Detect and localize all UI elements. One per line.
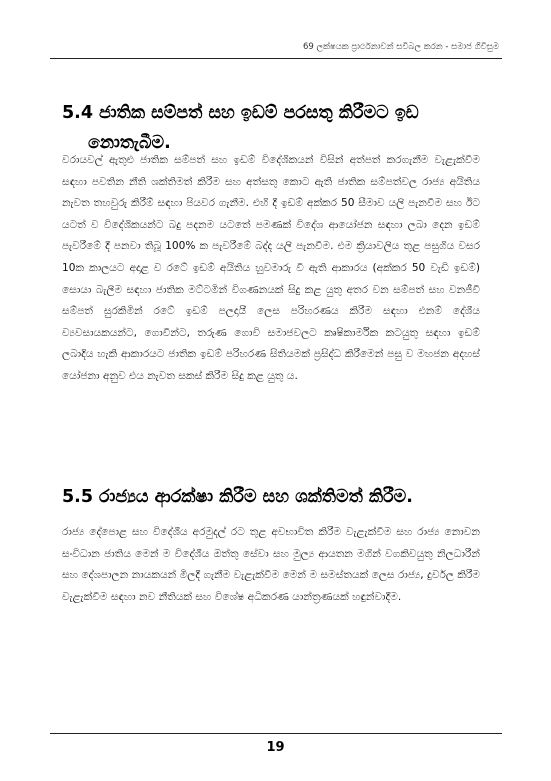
section-heading-5-4: [62, 98, 482, 158]
header-divider: [50, 58, 502, 59]
section-number: 5.5: [62, 487, 94, 507]
section-body-5-5: රාජ්‍ය දේපොළ සහ විදේශීය අරමුදල් රට තුළ අවභාවිත කිරීම වැළැක්වීම සහ රාජ්‍ය නොවන සංවිධාන ජාතිය මෙන් ම විදේශීය ඔත්තු සේවා සහ මුල්‍ය ආයතන මගින් වගකිවයුතු නිලධාරීන් සහ දේශපාලන නායකයන් මිලදී ගැනීම වැළැක්වීම මෙන් ම සමස්තයක් ලෙස රාජ්‍ය, දුර්වල කිරීම වැළැක්වීම සඳහා නව නීතියක් සහ විශේෂ අධිකරණ යාන්ත්‍රණයක් හඳුන්වාදීම.: [62, 526, 480, 603]
running-header: 69 ලක්ෂයක ප්‍රාර්ථනාවන් සවිබල කරන - සමාජ ගිවිසුම: [302, 42, 499, 52]
section-number: 5.4: [62, 103, 94, 123]
section-title-line1: රාජ්‍යය ආරක්ෂා කිරීම සහ ශක්තිමත් කිරීම.: [99, 487, 413, 507]
section-title-line1: ජාතික සම්පත් සහ ඉඩම් පරසතු කිරීමට ඉඩ: [99, 103, 419, 123]
section-body-5-4: වරායවල් ඇතුළු ජාතික සම්පත් සහ ඉඩම් විදේශිකයන් විසින් අත්පත් කරගැනීම වැළැක්වීම සඳහා පවතින නීති ශක්තිමත් කිරීම සහ අත්සතු කොට ඇති ජාතික සම්පත්වල රාජ්‍ය අයිතිය නැවත තහවුරු කිරීම් සඳහා පියවර ගැනීම. එහි දී ඉඩම් අක්කර 50 සීමාව යලි පැනවීම සහ ඊට යටත් ව විදේශිකයන්ට බදු පදනම යටතේ පමණක් විදේශ ආයෝජන සඳහා ලබා දෙන ඉඩම් පැවරීමේ දී පනවා තිබූ 100% ක පැවරීමේ බද්ද යලි පැනවීම. එම ක්‍රියාවලිය තුළ පසුගිය වසර 10ක කාලයට අදාළ ව රටේ ඉඩම් අයිතිය හුවමාරු වී ඇති ආකාරය (අක්කර 50 වැඩි ඉඩම්) සොයා බැලීම සඳහා ජාතික මට්ටමින් විගණනයක් සිදු කළ යුතු අතර වන සම්පත් සහ වනජීවී සම්පත් සුරකිමින් රටේ ඉඩම් පලදායී ලෙස පරිහරණය කිරීම සඳහා එනම් දේශීය ව්‍යවසායකයන්ට, ගොවීන්ට, තරුණ ගොවි සමාජවලට කෘෂිකාර්මික කටයුතු සඳහා ඉඩම් ලබාදිය හැකි ආකාරයට ජාතික ඉඩම් පරිහරණ සිතියමක් ප්‍රසිද්ධ කිරීමෙන් පසු ව මහජන අදහස් යෝජනා අනුව එය නැවත සකස් කිරීම සිදු කළ යුතු ය.: [62, 154, 480, 382]
footer-divider: [50, 733, 502, 734]
section-heading-5-5: [62, 482, 482, 512]
page-number: 19: [266, 740, 285, 755]
section-title-line2: නොතැබීම.: [88, 133, 171, 153]
